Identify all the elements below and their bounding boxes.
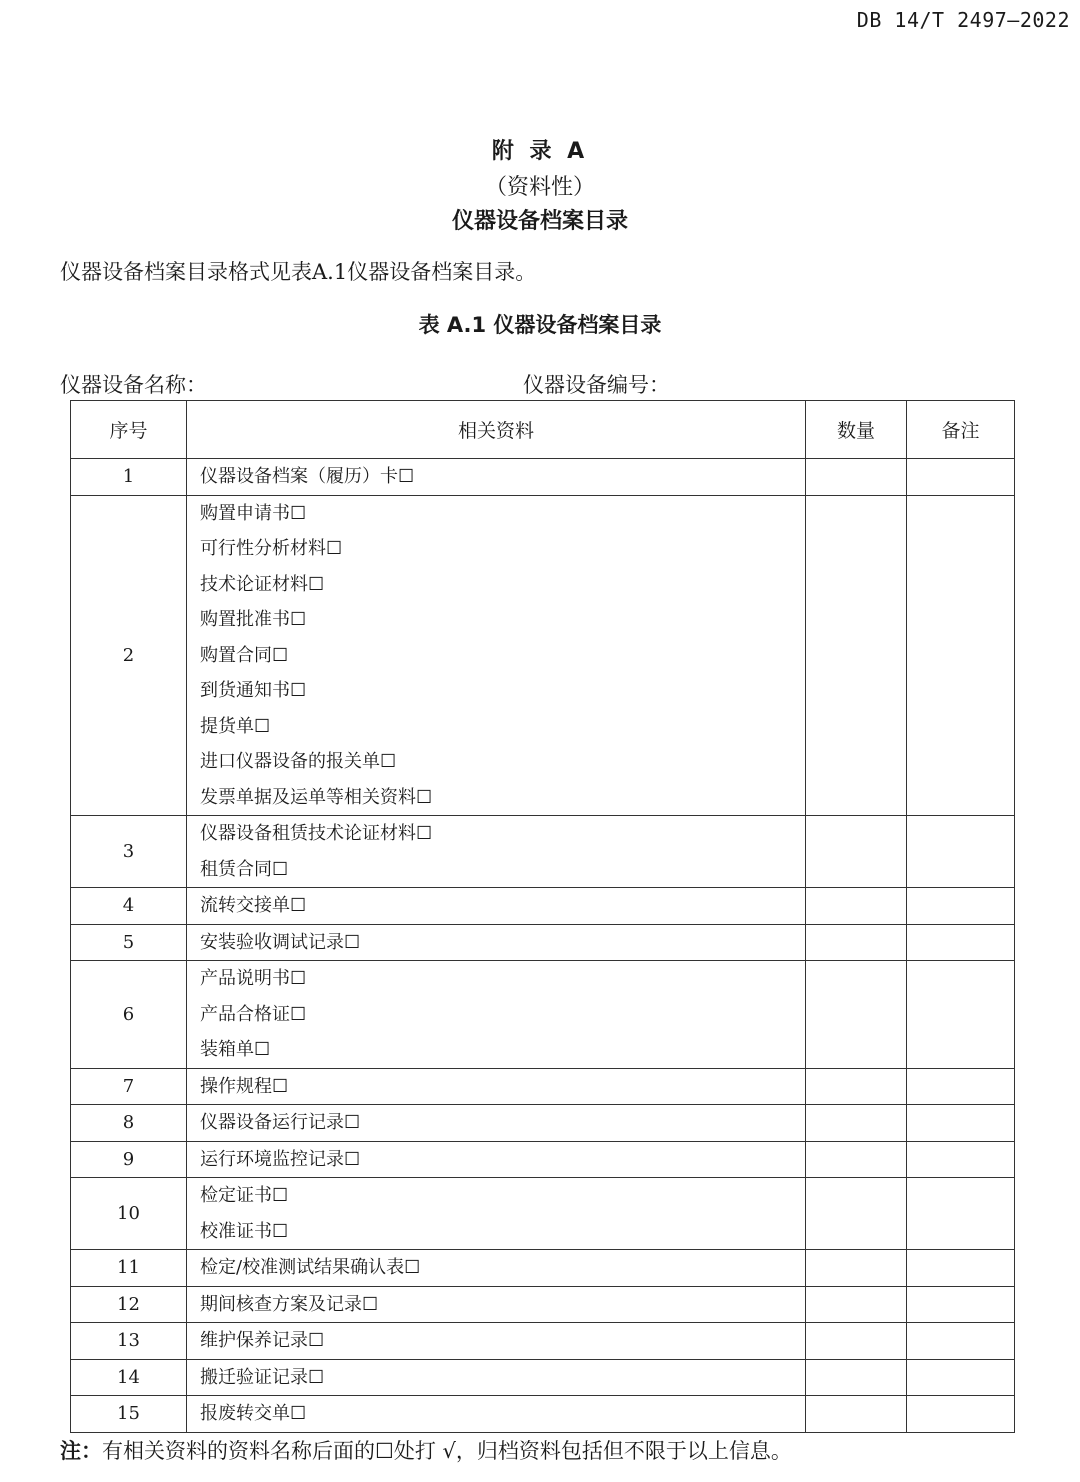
row-documents: [187, 1178, 806, 1250]
row-documents: [187, 1250, 806, 1287]
row-documents: [187, 1141, 806, 1178]
note-label: 注：: [60, 1439, 102, 1463]
row-documents: [187, 459, 806, 496]
header-remarks: 备注: [907, 401, 1015, 459]
table-note: [60, 1435, 792, 1465]
row-serial-number: 9: [71, 1141, 187, 1178]
row-quantity-cell: [806, 1323, 907, 1360]
row-remarks-cell: [907, 495, 1015, 816]
row-serial-number: 6: [71, 961, 187, 1069]
row-serial-number: 5: [71, 924, 187, 961]
row-documents: [187, 1323, 806, 1360]
table-row: [71, 924, 1015, 961]
row-remarks-cell: [907, 1250, 1015, 1287]
document-item: 装箱单☐: [200, 1039, 271, 1060]
table-row: [71, 1068, 1015, 1105]
header-serial-number: 序号: [71, 401, 187, 459]
row-serial-number: 3: [71, 816, 187, 888]
catalog-table: [70, 400, 1015, 1433]
table-row: [71, 1250, 1015, 1287]
document-item: 产品说明书☐: [200, 968, 307, 989]
row-serial-number: 11: [71, 1250, 187, 1287]
row-documents: [187, 1286, 806, 1323]
row-documents: [187, 1396, 806, 1433]
row-documents: [187, 888, 806, 925]
document-item: 进口仪器设备的报关单☐: [200, 751, 397, 772]
document-item: 发票单据及运单等相关资料☐: [200, 786, 433, 808]
standard-code: DB 14/T 2497—2022: [856, 8, 1070, 32]
document-item: 到货通知书☐: [200, 680, 307, 701]
table-row: [71, 816, 1015, 888]
header-quantity: 数量: [806, 401, 907, 459]
row-quantity-cell: [806, 1178, 907, 1250]
table-row: [71, 1359, 1015, 1396]
document-item: 报废转交单☐: [200, 1403, 307, 1424]
row-serial-number: 8: [71, 1105, 187, 1142]
row-serial-number: 10: [71, 1178, 187, 1250]
row-documents: [187, 1359, 806, 1396]
row-remarks-cell: [907, 1105, 1015, 1142]
document-item: 操作规程☐: [200, 1075, 289, 1097]
document-item: 期间核查方案及记录☐: [200, 1293, 379, 1315]
row-remarks-cell: [907, 888, 1015, 925]
appendix-nature: （资料性）: [484, 175, 595, 200]
equipment-name-label: 仪器设备名称：: [60, 373, 207, 397]
row-documents: [187, 961, 806, 1069]
document-item: 仪器设备档案（履历）卡☐: [200, 466, 415, 487]
document-item: 校准证书☐: [200, 1220, 289, 1242]
document-item: 购置合同☐: [200, 644, 289, 666]
document-item: 检定证书☐: [200, 1185, 289, 1206]
row-documents: [187, 924, 806, 961]
intro-paragraph: 仪器设备档案目录格式见表A.1仪器设备档案目录。: [60, 260, 537, 284]
document-item: 租赁合同☐: [200, 858, 289, 880]
table-row: [71, 495, 1015, 816]
table-header-row: [71, 401, 1015, 459]
table-row: [71, 888, 1015, 925]
row-serial-number: 14: [71, 1359, 187, 1396]
table-row: [71, 459, 1015, 496]
row-quantity-cell: [806, 1141, 907, 1178]
row-remarks-cell: [907, 459, 1015, 496]
row-remarks-cell: [907, 1286, 1015, 1323]
document-item: 可行性分析材料☐: [200, 538, 343, 559]
row-quantity-cell: [806, 495, 907, 816]
row-remarks-cell: [907, 1396, 1015, 1433]
row-serial-number: 13: [71, 1323, 187, 1360]
row-serial-number: 1: [71, 459, 187, 496]
row-quantity-cell: [806, 888, 907, 925]
row-remarks-cell: [907, 1178, 1015, 1250]
table-row: [71, 1323, 1015, 1360]
document-item: 提货单☐: [200, 715, 271, 737]
row-quantity-cell: [806, 1286, 907, 1323]
table-row: [71, 1178, 1015, 1250]
row-quantity-cell: [806, 459, 907, 496]
row-documents: [187, 816, 806, 888]
document-item: 流转交接单☐: [200, 895, 307, 916]
row-remarks-cell: [907, 1141, 1015, 1178]
document-item: 购置申请书☐: [200, 502, 307, 524]
row-quantity-cell: [806, 1105, 907, 1142]
row-documents: [187, 1105, 806, 1142]
equipment-number-label: 仪器设备编号：: [523, 373, 670, 397]
appendix-name: 仪器设备档案目录: [451, 209, 628, 234]
row-quantity-cell: [806, 961, 907, 1069]
row-quantity-cell: [806, 1068, 907, 1105]
document-item: 检定/校准测试结果确认表☐: [200, 1257, 421, 1278]
row-quantity-cell: [806, 816, 907, 888]
document-item: 产品合格证☐: [200, 1003, 307, 1025]
appendix-title: 附 录 A: [491, 139, 589, 164]
row-documents: [187, 495, 806, 816]
row-serial-number: 2: [71, 495, 187, 816]
document-item: 仪器设备租赁技术论证材料☐: [200, 823, 433, 844]
row-serial-number: 12: [71, 1286, 187, 1323]
document-item: 购置批准书☐: [200, 609, 307, 630]
row-remarks-cell: [907, 816, 1015, 888]
row-documents: [187, 1068, 806, 1105]
table-row: [71, 1105, 1015, 1142]
table-body: [71, 459, 1015, 1433]
row-quantity-cell: [806, 924, 907, 961]
row-remarks-cell: [907, 1323, 1015, 1360]
table-caption: 表 A.1 仪器设备档案目录: [418, 313, 662, 337]
document-item: 仪器设备运行记录☐: [200, 1112, 361, 1133]
row-quantity-cell: [806, 1396, 907, 1433]
document-item: 维护保养记录☐: [200, 1330, 325, 1351]
row-remarks-cell: [907, 961, 1015, 1069]
document-item: 运行环境监控记录☐: [200, 1148, 361, 1170]
document-item: 技术论证材料☐: [200, 573, 325, 595]
row-serial-number: 15: [71, 1396, 187, 1433]
row-serial-number: 7: [71, 1068, 187, 1105]
document-item: 安装验收调试记录☐: [200, 931, 361, 953]
table-row: [71, 1396, 1015, 1433]
row-remarks-cell: [907, 1359, 1015, 1396]
row-quantity-cell: [806, 1250, 907, 1287]
row-serial-number: 4: [71, 888, 187, 925]
row-remarks-cell: [907, 1068, 1015, 1105]
header-related-documents: 相关资料: [187, 401, 806, 459]
note-text: 有相关资料的资料名称后面的☐处打 √，归档资料包括但不限于以上信息。: [102, 1439, 792, 1463]
table-row: [71, 1286, 1015, 1323]
table-row: [71, 1141, 1015, 1178]
document-item: 搬迁验证记录☐: [200, 1366, 325, 1388]
table-row: [71, 961, 1015, 1069]
row-quantity-cell: [806, 1359, 907, 1396]
row-remarks-cell: [907, 924, 1015, 961]
